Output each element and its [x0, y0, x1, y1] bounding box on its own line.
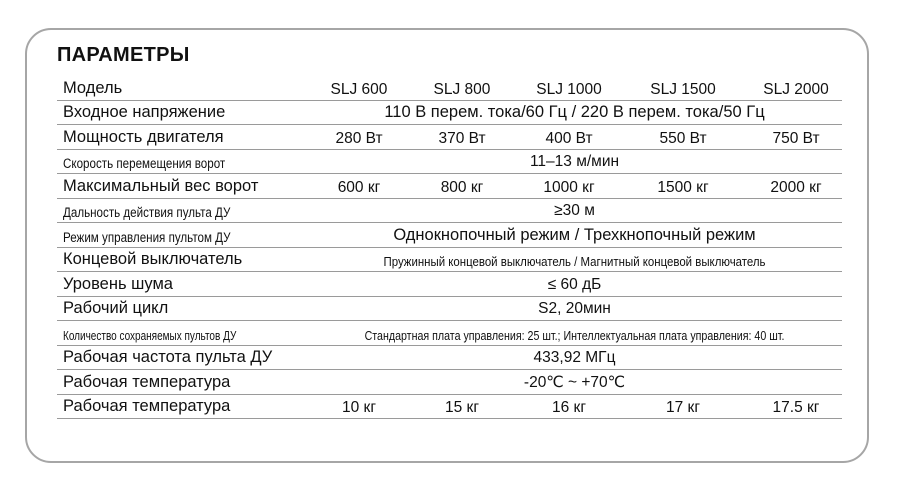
row-label: Скорость перемещения ворот — [63, 156, 226, 171]
value-cell: 16 кг — [552, 399, 586, 416]
row-label: Рабочая температура — [63, 397, 231, 415]
value-cell: 750 Вт — [772, 129, 820, 147]
value-span: Стандартная плата управления: 25 шт.; Интеллектуальная плата управления: 40 шт. — [364, 327, 785, 343]
value-cell: 800 кг — [440, 178, 484, 196]
table-row-remote-mode — [57, 223, 842, 248]
value-cell: 550 Вт — [659, 129, 707, 147]
row-label: Режим управления пультом ДУ — [63, 229, 231, 245]
table-row-stored-remotes — [57, 321, 842, 346]
row-label: Рабочая частота пульта ДУ — [63, 348, 273, 366]
value-cell: 600 кг — [337, 178, 381, 196]
value-cell: 1500 кг — [657, 178, 709, 196]
value-cell: 17.5 кг — [772, 399, 820, 416]
value-cell: SLJ 600 — [330, 80, 388, 98]
row-label: Концевой выключатель — [63, 250, 243, 268]
row-label: Мощность двигателя — [63, 127, 224, 146]
row-label: Рабочий цикл — [63, 299, 169, 317]
section-title: ПАРАМЕТРЫ — [57, 44, 190, 66]
parameters-table — [57, 76, 842, 419]
table-row-motor-power — [57, 125, 842, 150]
value-cell: SLJ 800 — [433, 80, 491, 98]
table-row-operating-temperature — [57, 370, 842, 395]
value-cell: SLJ 1000 — [536, 80, 602, 98]
row-label: Рабочая температура — [63, 372, 231, 391]
table-row-duty-cycle — [57, 297, 842, 322]
value-cell: SLJ 1500 — [650, 80, 716, 98]
value-span: 11–13 м/мин — [529, 153, 620, 170]
value-cell: 2000 кг — [770, 178, 822, 196]
row-label: Входное напряжение — [63, 103, 226, 121]
value-cell: 1000 кг — [543, 178, 595, 196]
value-span: Однокнопочный режим / Трехкнопочный режим — [393, 225, 756, 244]
row-label: Дальность действия пульта ДУ — [63, 205, 231, 220]
value-cell: 15 кг — [445, 399, 479, 416]
table-row-gate-speed — [57, 150, 842, 175]
value-span: 433,92 МГц — [533, 349, 616, 366]
row-label: Модель — [63, 78, 123, 97]
row-label: Уровень шума — [63, 274, 173, 293]
value-cell: 370 Вт — [438, 129, 486, 147]
table-row-max-gate-weight — [57, 174, 842, 199]
value-cell: 17 кг — [666, 399, 700, 416]
row-label: Максимальный вес ворот — [63, 176, 259, 195]
table-row-remote-frequency — [57, 346, 842, 371]
table-row-input-voltage — [57, 101, 842, 126]
value-span: 110 В перем. тока/60 Гц / 220 В перем. тока/50 Гц — [384, 103, 765, 121]
table-row-remote-range — [57, 199, 842, 224]
value-cell: 400 Вт — [545, 129, 593, 147]
value-cell: 10 кг — [342, 399, 376, 416]
value-span: Пружинный концевой выключатель / Магнитный концевой выключатель — [383, 254, 766, 269]
value-span: ≥30 м — [554, 202, 595, 219]
value-span: ≤ 60 дБ — [547, 275, 602, 293]
table-row-operating-temperature-weights — [57, 395, 842, 420]
value-span: S2, 20мин — [538, 300, 611, 317]
value-cell: SLJ 2000 — [763, 80, 829, 98]
table-row-noise-level — [57, 272, 842, 297]
row-label: Количество сохраняемых пультов ДУ — [63, 328, 237, 343]
value-cell: 280 Вт — [335, 129, 383, 147]
value-span: -20℃ ~ +70℃ — [523, 373, 626, 391]
table-row-limit-switch — [57, 248, 842, 273]
table-row-model — [57, 76, 842, 101]
